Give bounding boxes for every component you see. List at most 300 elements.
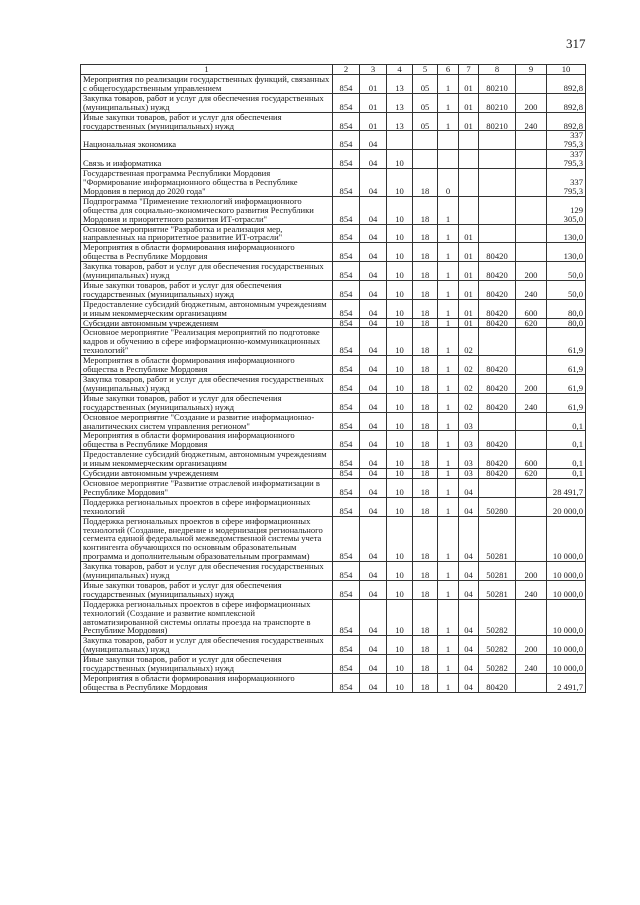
row-description: Закупка товаров, работ и услуг для обеспечения государственных (муниципальных) нужд — [81, 262, 333, 281]
row-ministry-code: 854 — [333, 328, 360, 356]
row-subprogram: 1 — [438, 562, 459, 581]
row-subprogram: 1 — [438, 224, 459, 243]
row-program: 18 — [413, 169, 438, 197]
row-description: Связь и информатика — [81, 150, 333, 169]
row-subprogram — [438, 150, 459, 169]
row-event: 04 — [459, 516, 479, 562]
row-program: 18 — [413, 356, 438, 375]
column-header-8: 8 — [479, 65, 516, 75]
row-description: Предоставление субсидий бюджетным, автономным учреждениям и иным некоммерческим организациям — [81, 450, 333, 469]
row-direction — [479, 150, 516, 169]
row-direction: 80210 — [479, 112, 516, 131]
row-subsection: 13 — [387, 75, 413, 94]
row-expense-type — [516, 674, 547, 693]
row-expense-type: 200 — [516, 562, 547, 581]
row-subprogram: 1 — [438, 497, 459, 516]
row-program: 18 — [413, 196, 438, 224]
row-event: 04 — [459, 562, 479, 581]
row-section: 04 — [360, 674, 387, 693]
row-event: 02 — [459, 328, 479, 356]
row-section: 04 — [360, 478, 387, 497]
row-program: 18 — [413, 393, 438, 412]
row-direction: 50282 — [479, 599, 516, 636]
row-subsection: 10 — [387, 262, 413, 281]
row-description: Иные закупки товаров, работ и услуг для обеспечения государственных (муниципальных) нужд — [81, 655, 333, 674]
row-section: 04 — [360, 224, 387, 243]
row-ministry-code: 854 — [333, 580, 360, 599]
table-row — [81, 112, 586, 131]
column-header-10: 10 — [547, 65, 586, 75]
table-row — [81, 599, 586, 636]
row-subsection: 10 — [387, 393, 413, 412]
row-description: Мероприятия в области формирования информационного общества в Республике Мордовия — [81, 431, 333, 450]
row-event: 01 — [459, 318, 479, 328]
row-expense-type: 240 — [516, 112, 547, 131]
row-description: Закупка товаров, работ и услуг для обеспечения государственных (муниципальных) нужд — [81, 636, 333, 655]
row-amount: 892,8 — [547, 93, 586, 112]
row-ministry-code: 854 — [333, 431, 360, 450]
row-subprogram: 1 — [438, 375, 459, 394]
row-subsection: 10 — [387, 280, 413, 299]
row-amount: 130,0 — [547, 243, 586, 262]
row-section: 04 — [360, 516, 387, 562]
row-subprogram: 0 — [438, 169, 459, 197]
row-section: 04 — [360, 580, 387, 599]
row-description: Иные закупки товаров, работ и услуг для обеспечения государственных (муниципальных) нужд — [81, 393, 333, 412]
row-ministry-code: 854 — [333, 450, 360, 469]
row-direction: 50281 — [479, 580, 516, 599]
row-subprogram: 1 — [438, 599, 459, 636]
row-ministry-code: 854 — [333, 478, 360, 497]
row-subprogram: 1 — [438, 580, 459, 599]
table-row — [81, 243, 586, 262]
row-ministry-code: 854 — [333, 262, 360, 281]
table-row — [81, 356, 586, 375]
row-subsection: 13 — [387, 93, 413, 112]
row-program: 18 — [413, 497, 438, 516]
row-subsection: 10 — [387, 478, 413, 497]
row-description: Мероприятия по реализации государственных функций, связанных с общегосударственным управлением — [81, 75, 333, 94]
row-subprogram: 1 — [438, 75, 459, 94]
row-program: 18 — [413, 318, 438, 328]
row-program: 18 — [413, 478, 438, 497]
row-event: 04 — [459, 580, 479, 599]
row-amount: 10 000,0 — [547, 562, 586, 581]
row-subsection: 10 — [387, 243, 413, 262]
row-description: Основное мероприятие "Реализация мероприятий по подготовке кадров и обучению в сфере информационно-коммуникационных технологий" — [81, 328, 333, 356]
row-expense-type — [516, 196, 547, 224]
row-subprogram: 1 — [438, 393, 459, 412]
row-expense-type: 240 — [516, 393, 547, 412]
row-direction: 50281 — [479, 562, 516, 581]
row-ministry-code: 854 — [333, 299, 360, 318]
row-ministry-code: 854 — [333, 636, 360, 655]
row-program: 18 — [413, 469, 438, 479]
row-expense-type — [516, 169, 547, 197]
row-amount: 0,1 — [547, 431, 586, 450]
row-amount: 10 000,0 — [547, 655, 586, 674]
row-expense-type: 240 — [516, 280, 547, 299]
table-row — [81, 636, 586, 655]
row-program: 18 — [413, 599, 438, 636]
table-row — [81, 450, 586, 469]
row-section: 04 — [360, 450, 387, 469]
table-row — [81, 318, 586, 328]
table-row — [81, 328, 586, 356]
row-event — [459, 196, 479, 224]
row-expense-type — [516, 412, 547, 431]
row-description: Субсидии автономным учреждениям — [81, 469, 333, 479]
row-subsection: 10 — [387, 299, 413, 318]
row-amount: 50,0 — [547, 280, 586, 299]
table-row — [81, 262, 586, 281]
table-row — [81, 196, 586, 224]
row-ministry-code: 854 — [333, 150, 360, 169]
row-description: Основное мероприятие "Разработка и реализация мер, направленных на приоритетное развитие ИТ-отрасли" — [81, 224, 333, 243]
row-subprogram: 1 — [438, 196, 459, 224]
row-description: Иные закупки товаров, работ и услуг для обеспечения государственных (муниципальных) нужд — [81, 280, 333, 299]
row-description: Поддержка региональных проектов в сфере информационных технологий (Создание и развитие комплексной автоматизированной системы оплаты проезда на транспорте в Республике Мордовия) — [81, 599, 333, 636]
row-ministry-code: 854 — [333, 224, 360, 243]
row-direction — [479, 196, 516, 224]
row-amount: 10 000,0 — [547, 636, 586, 655]
row-ministry-code: 854 — [333, 318, 360, 328]
row-program: 18 — [413, 412, 438, 431]
row-section: 04 — [360, 328, 387, 356]
table-row — [81, 150, 586, 169]
row-section: 04 — [360, 169, 387, 197]
row-amount: 10 000,0 — [547, 580, 586, 599]
row-event: 03 — [459, 450, 479, 469]
row-expense-type: 200 — [516, 93, 547, 112]
row-amount: 337 795,3 — [547, 131, 586, 150]
row-section: 01 — [360, 75, 387, 94]
table-row — [81, 516, 586, 562]
row-amount: 892,8 — [547, 75, 586, 94]
row-subsection: 13 — [387, 112, 413, 131]
table-row — [81, 375, 586, 394]
row-ministry-code: 854 — [333, 196, 360, 224]
row-direction — [479, 169, 516, 197]
column-header-3: 3 — [360, 65, 387, 75]
row-event: 04 — [459, 674, 479, 693]
row-description: Субсидии автономным учреждениям — [81, 318, 333, 328]
row-program: 18 — [413, 262, 438, 281]
table-row — [81, 655, 586, 674]
column-header-6: 6 — [438, 65, 459, 75]
row-expense-type — [516, 328, 547, 356]
row-event: 04 — [459, 636, 479, 655]
row-subprogram: 1 — [438, 469, 459, 479]
row-amount: 10 000,0 — [547, 599, 586, 636]
row-program: 18 — [413, 328, 438, 356]
row-program: 18 — [413, 224, 438, 243]
row-subsection — [387, 131, 413, 150]
row-program: 18 — [413, 243, 438, 262]
row-description: Закупка товаров, работ и услуг для обеспечения государственных (муниципальных) нужд — [81, 93, 333, 112]
row-subsection: 10 — [387, 562, 413, 581]
row-subsection: 10 — [387, 328, 413, 356]
row-event: 02 — [459, 356, 479, 375]
column-header-5: 5 — [413, 65, 438, 75]
row-section: 04 — [360, 299, 387, 318]
row-event: 02 — [459, 375, 479, 394]
row-event: 01 — [459, 112, 479, 131]
row-event: 03 — [459, 412, 479, 431]
row-direction: 50281 — [479, 516, 516, 562]
row-amount: 0,1 — [547, 412, 586, 431]
table-header-row — [81, 65, 586, 75]
table-row — [81, 131, 586, 150]
row-description: Мероприятия в области формирования информационного общества в Республике Мордовия — [81, 356, 333, 375]
row-expense-type — [516, 243, 547, 262]
row-subsection: 10 — [387, 655, 413, 674]
table-row — [81, 674, 586, 693]
row-ministry-code: 854 — [333, 169, 360, 197]
row-subsection: 10 — [387, 412, 413, 431]
row-direction: 50282 — [479, 636, 516, 655]
row-event — [459, 169, 479, 197]
row-section: 04 — [360, 318, 387, 328]
row-event — [459, 150, 479, 169]
row-section: 01 — [360, 112, 387, 131]
row-subprogram: 1 — [438, 328, 459, 356]
row-expense-type — [516, 75, 547, 94]
row-direction: 80420 — [479, 375, 516, 394]
row-direction — [479, 224, 516, 243]
row-expense-type — [516, 497, 547, 516]
row-direction: 50282 — [479, 655, 516, 674]
row-amount: 0,1 — [547, 450, 586, 469]
row-ministry-code: 854 — [333, 75, 360, 94]
row-amount: 61,9 — [547, 356, 586, 375]
row-description: Мероприятия в области формирования информационного общества в Республике Мордовия — [81, 243, 333, 262]
row-ministry-code: 854 — [333, 375, 360, 394]
table-row — [81, 75, 586, 94]
row-section: 04 — [360, 356, 387, 375]
row-event: 03 — [459, 431, 479, 450]
row-section: 04 — [360, 196, 387, 224]
row-section: 04 — [360, 262, 387, 281]
row-section: 04 — [360, 412, 387, 431]
row-amount: 2 491,7 — [547, 674, 586, 693]
row-direction: 80420 — [479, 469, 516, 479]
row-event: 04 — [459, 655, 479, 674]
row-expense-type: 200 — [516, 636, 547, 655]
row-program: 18 — [413, 655, 438, 674]
row-program: 18 — [413, 516, 438, 562]
row-event: 01 — [459, 93, 479, 112]
row-amount: 130,0 — [547, 224, 586, 243]
row-subprogram: 1 — [438, 636, 459, 655]
row-expense-type — [516, 150, 547, 169]
row-event: 01 — [459, 243, 479, 262]
row-description: Мероприятия в области формирования информационного общества в Республике Мордовия — [81, 674, 333, 693]
row-description: Иные закупки товаров, работ и услуг для обеспечения государственных (муниципальных) нужд — [81, 580, 333, 599]
row-description: Поддержка региональных проектов в сфере информационных технологий (Создание, внедрение и модернизация регионального сегмента единой федеральной межведомственной системы учета контингента обучающихся по основным образовательным программа и дополнительным образовательным программам) — [81, 516, 333, 562]
row-program — [413, 131, 438, 150]
table-row — [81, 393, 586, 412]
row-expense-type — [516, 431, 547, 450]
row-subsection: 10 — [387, 636, 413, 655]
row-amount: 10 000,0 — [547, 516, 586, 562]
row-direction: 80420 — [479, 674, 516, 693]
row-subsection: 10 — [387, 431, 413, 450]
row-event: 02 — [459, 393, 479, 412]
row-expense-type — [516, 131, 547, 150]
row-ministry-code: 854 — [333, 516, 360, 562]
table-row — [81, 580, 586, 599]
table-body — [81, 75, 586, 693]
row-section: 04 — [360, 562, 387, 581]
row-program: 18 — [413, 562, 438, 581]
row-subsection: 10 — [387, 674, 413, 693]
row-ministry-code: 854 — [333, 469, 360, 479]
row-subprogram: 1 — [438, 655, 459, 674]
row-ministry-code: 854 — [333, 599, 360, 636]
row-description: Государственная программа Республики Мордовия "Формирование информационного общества в Республике Мордовия в период до 2020 года" — [81, 169, 333, 197]
row-direction: 80420 — [479, 299, 516, 318]
row-program: 18 — [413, 431, 438, 450]
row-subsection: 10 — [387, 450, 413, 469]
row-amount: 61,9 — [547, 375, 586, 394]
row-event: 04 — [459, 599, 479, 636]
column-header-4: 4 — [387, 65, 413, 75]
row-program: 18 — [413, 450, 438, 469]
row-expense-type: 240 — [516, 580, 547, 599]
row-section: 01 — [360, 93, 387, 112]
row-direction: 50280 — [479, 497, 516, 516]
row-program: 18 — [413, 580, 438, 599]
column-header-1: 1 — [81, 65, 333, 75]
row-direction: 80420 — [479, 262, 516, 281]
row-section: 04 — [360, 375, 387, 394]
row-subsection: 10 — [387, 169, 413, 197]
row-section: 04 — [360, 131, 387, 150]
row-program: 18 — [413, 280, 438, 299]
row-ministry-code: 854 — [333, 356, 360, 375]
row-expense-type: 240 — [516, 655, 547, 674]
row-section: 04 — [360, 431, 387, 450]
row-subsection: 10 — [387, 196, 413, 224]
row-section: 04 — [360, 150, 387, 169]
table-row — [81, 562, 586, 581]
row-event: 04 — [459, 478, 479, 497]
row-expense-type: 620 — [516, 318, 547, 328]
row-expense-type: 200 — [516, 262, 547, 281]
table-row — [81, 224, 586, 243]
row-subsection: 10 — [387, 516, 413, 562]
row-program: 18 — [413, 636, 438, 655]
row-direction: 80420 — [479, 280, 516, 299]
row-description: Национальная экономика — [81, 131, 333, 150]
column-header-2: 2 — [333, 65, 360, 75]
row-ministry-code: 854 — [333, 412, 360, 431]
row-ministry-code: 854 — [333, 655, 360, 674]
row-subprogram: 1 — [438, 318, 459, 328]
row-subprogram: 1 — [438, 450, 459, 469]
row-subsection: 10 — [387, 356, 413, 375]
row-section: 04 — [360, 243, 387, 262]
row-section: 04 — [360, 636, 387, 655]
row-subprogram: 1 — [438, 412, 459, 431]
row-section: 04 — [360, 469, 387, 479]
row-ministry-code: 854 — [333, 112, 360, 131]
column-header-7: 7 — [459, 65, 479, 75]
row-expense-type — [516, 356, 547, 375]
row-program: 05 — [413, 93, 438, 112]
row-program: 05 — [413, 112, 438, 131]
row-program — [413, 150, 438, 169]
row-amount: 0,1 — [547, 469, 586, 479]
row-event: 01 — [459, 224, 479, 243]
table-row — [81, 497, 586, 516]
table-row — [81, 299, 586, 318]
row-expense-type: 600 — [516, 299, 547, 318]
row-amount: 20 000,0 — [547, 497, 586, 516]
table-row — [81, 469, 586, 479]
row-ministry-code: 854 — [333, 280, 360, 299]
row-event: 04 — [459, 497, 479, 516]
row-expense-type: 620 — [516, 469, 547, 479]
row-subprogram: 1 — [438, 112, 459, 131]
row-direction: 80420 — [479, 431, 516, 450]
row-amount: 337 795,3 — [547, 169, 586, 197]
row-subprogram — [438, 131, 459, 150]
row-description: Закупка товаров, работ и услуг для обеспечения государственных (муниципальных) нужд — [81, 375, 333, 394]
row-subprogram: 1 — [438, 356, 459, 375]
row-ministry-code: 854 — [333, 497, 360, 516]
row-direction: 80210 — [479, 75, 516, 94]
row-amount: 28 491,7 — [547, 478, 586, 497]
row-subsection: 10 — [387, 497, 413, 516]
page-number: 317 — [566, 36, 586, 51]
row-program: 18 — [413, 299, 438, 318]
row-amount: 61,9 — [547, 393, 586, 412]
row-ministry-code: 854 — [333, 393, 360, 412]
row-subprogram: 1 — [438, 243, 459, 262]
row-section: 04 — [360, 497, 387, 516]
table-row — [81, 412, 586, 431]
row-subsection: 10 — [387, 224, 413, 243]
row-section: 04 — [360, 280, 387, 299]
row-direction: 80420 — [479, 450, 516, 469]
row-amount: 80,0 — [547, 299, 586, 318]
row-description: Закупка товаров, работ и услуг для обеспечения государственных (муниципальных) нужд — [81, 562, 333, 581]
row-ministry-code: 854 — [333, 562, 360, 581]
row-ministry-code: 854 — [333, 674, 360, 693]
row-description: Основное мероприятие "Развитие отраслевой информатизации в Республике Мордовия" — [81, 478, 333, 497]
table-row — [81, 431, 586, 450]
row-section: 04 — [360, 599, 387, 636]
row-event: 03 — [459, 469, 479, 479]
row-subsection: 10 — [387, 580, 413, 599]
row-program: 18 — [413, 375, 438, 394]
budget-table — [80, 64, 586, 693]
row-expense-type — [516, 224, 547, 243]
table-row — [81, 93, 586, 112]
row-subsection: 10 — [387, 599, 413, 636]
row-direction: 80420 — [479, 393, 516, 412]
row-expense-type: 200 — [516, 375, 547, 394]
row-expense-type — [516, 599, 547, 636]
row-subprogram: 1 — [438, 674, 459, 693]
row-event: 01 — [459, 75, 479, 94]
row-subprogram: 1 — [438, 280, 459, 299]
row-description: Поддержка региональных проектов в сфере информационных технологий — [81, 497, 333, 516]
row-amount: 50,0 — [547, 262, 586, 281]
row-direction: 80210 — [479, 93, 516, 112]
